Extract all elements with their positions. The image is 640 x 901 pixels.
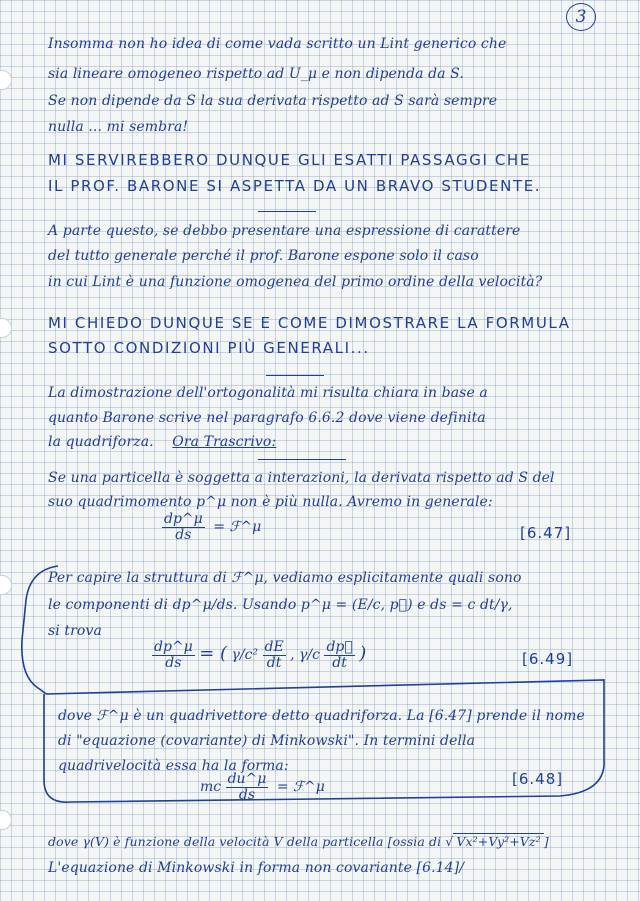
fraction [226, 772, 269, 802]
text-line: dove ℱ^μ è un quadrivettore detto quadriforza. La [6.47] prende il nome [58, 708, 585, 724]
caps-line: IL PROF. BARONE SI ASPETTA DA UN BRAVO STUDENTE. [48, 177, 542, 195]
equation-6-49 [152, 640, 366, 670]
fraction-numerator: dp⃗ [326, 639, 353, 655]
caps-line: SOTTO CONDIZIONI PIÙ GENERALI... [48, 339, 370, 357]
text-line: sia lineare omogeneo rispetto ad U_μ e non dipenda da S. [48, 66, 464, 82]
text-line: suo quadrimomento p^μ non è più nulla. Avremo in generale: [48, 494, 493, 510]
underlined-text: Ora Trascrivo: [172, 434, 277, 450]
text-line: nulla ... mi sembra! [48, 119, 189, 135]
fraction [263, 640, 286, 670]
fraction-numerator: dE [264, 639, 284, 655]
coefficient: γ/c² [231, 647, 259, 664]
equation-label: [6.49] [522, 650, 574, 668]
fraction-numerator: du^μ [227, 771, 267, 787]
text-line: del tutto generale perché il prof. Barone espone solo il caso [48, 248, 479, 264]
text-line: L'equazione di Minkowski in forma non covariante [6.14]/ [48, 860, 465, 876]
fraction [152, 640, 195, 670]
equation-6-48 [200, 772, 325, 802]
text-line: quadrivelocità essa ha la forma: [58, 758, 289, 774]
caps-line: MI SERVIREBBERO DUNQUE GLI ESATTI PASSAGGI CHE [48, 151, 531, 169]
fraction-denominator: ds [175, 526, 192, 543]
text-line: quanto Barone scrive nel paragrafo 6.6.2 dove viene definita [48, 410, 486, 426]
fraction [324, 640, 354, 670]
text-line: di "equazione (covariante) di Minkowski". In termini della [58, 733, 476, 749]
equation-rhs: = ℱ^μ [213, 519, 262, 536]
text-line: Se una particella è soggetta a interazioni, la derivata rispetto ad S del [48, 470, 555, 486]
text-line: le componenti di dp^μ/ds. Usando p^μ = (E/c, p⃗) e ds = c dt/γ, [48, 597, 513, 613]
equation-lhs: mc [200, 779, 222, 796]
fraction-numerator: dp^μ [164, 511, 203, 527]
text-line: Insomma non ho idea di come vada scritto un Lint generico che [48, 36, 507, 52]
text-fragment: dove γ(V) è funzione della velocità V della particella [ossia di √ [48, 834, 454, 849]
caps-line: MI CHIEDO DUNQUE SE E COME DIMOSTRARE LA FORMULA [48, 314, 571, 332]
equation-label: [6.48] [512, 770, 564, 788]
coefficient: γ/c [299, 647, 320, 664]
fraction-numerator: dp^μ [154, 639, 193, 655]
square-root-radicand: Vx²+Vy²+Vz² [453, 833, 543, 849]
equation-label: [6.47] [520, 524, 572, 542]
text-line [48, 833, 549, 849]
equation-close: ) [359, 643, 367, 665]
text-fragment: la quadriforza. [48, 434, 154, 450]
equation-equals: = ( [199, 643, 228, 665]
fraction-denominator: dt [332, 654, 347, 671]
text-line: in cui Lint è una funzione omogenea del primo ordine della velocità? [48, 274, 543, 290]
fraction-denominator: ds [165, 654, 182, 671]
text-line: Se non dipende da S la sua derivata rispetto ad S sarà sempre [48, 93, 498, 109]
text-line: si trova [48, 623, 102, 639]
text-line: La dimostrazione dell'ortogonalità mi risulta chiara in base a [48, 385, 488, 401]
comma: , [290, 647, 295, 664]
fraction-denominator: ds [238, 786, 256, 803]
equation-rhs: = ℱ^μ [276, 779, 325, 796]
text-fragment: ] [543, 834, 549, 849]
text-line: Per capire la struttura di ℱ^μ, vediamo esplicitamente quali sono [48, 570, 522, 586]
text-line: A parte questo, se debbo presentare una espressione di carattere [48, 223, 521, 239]
page-number: 3 [566, 3, 596, 31]
fraction-denominator: dt [266, 654, 282, 671]
